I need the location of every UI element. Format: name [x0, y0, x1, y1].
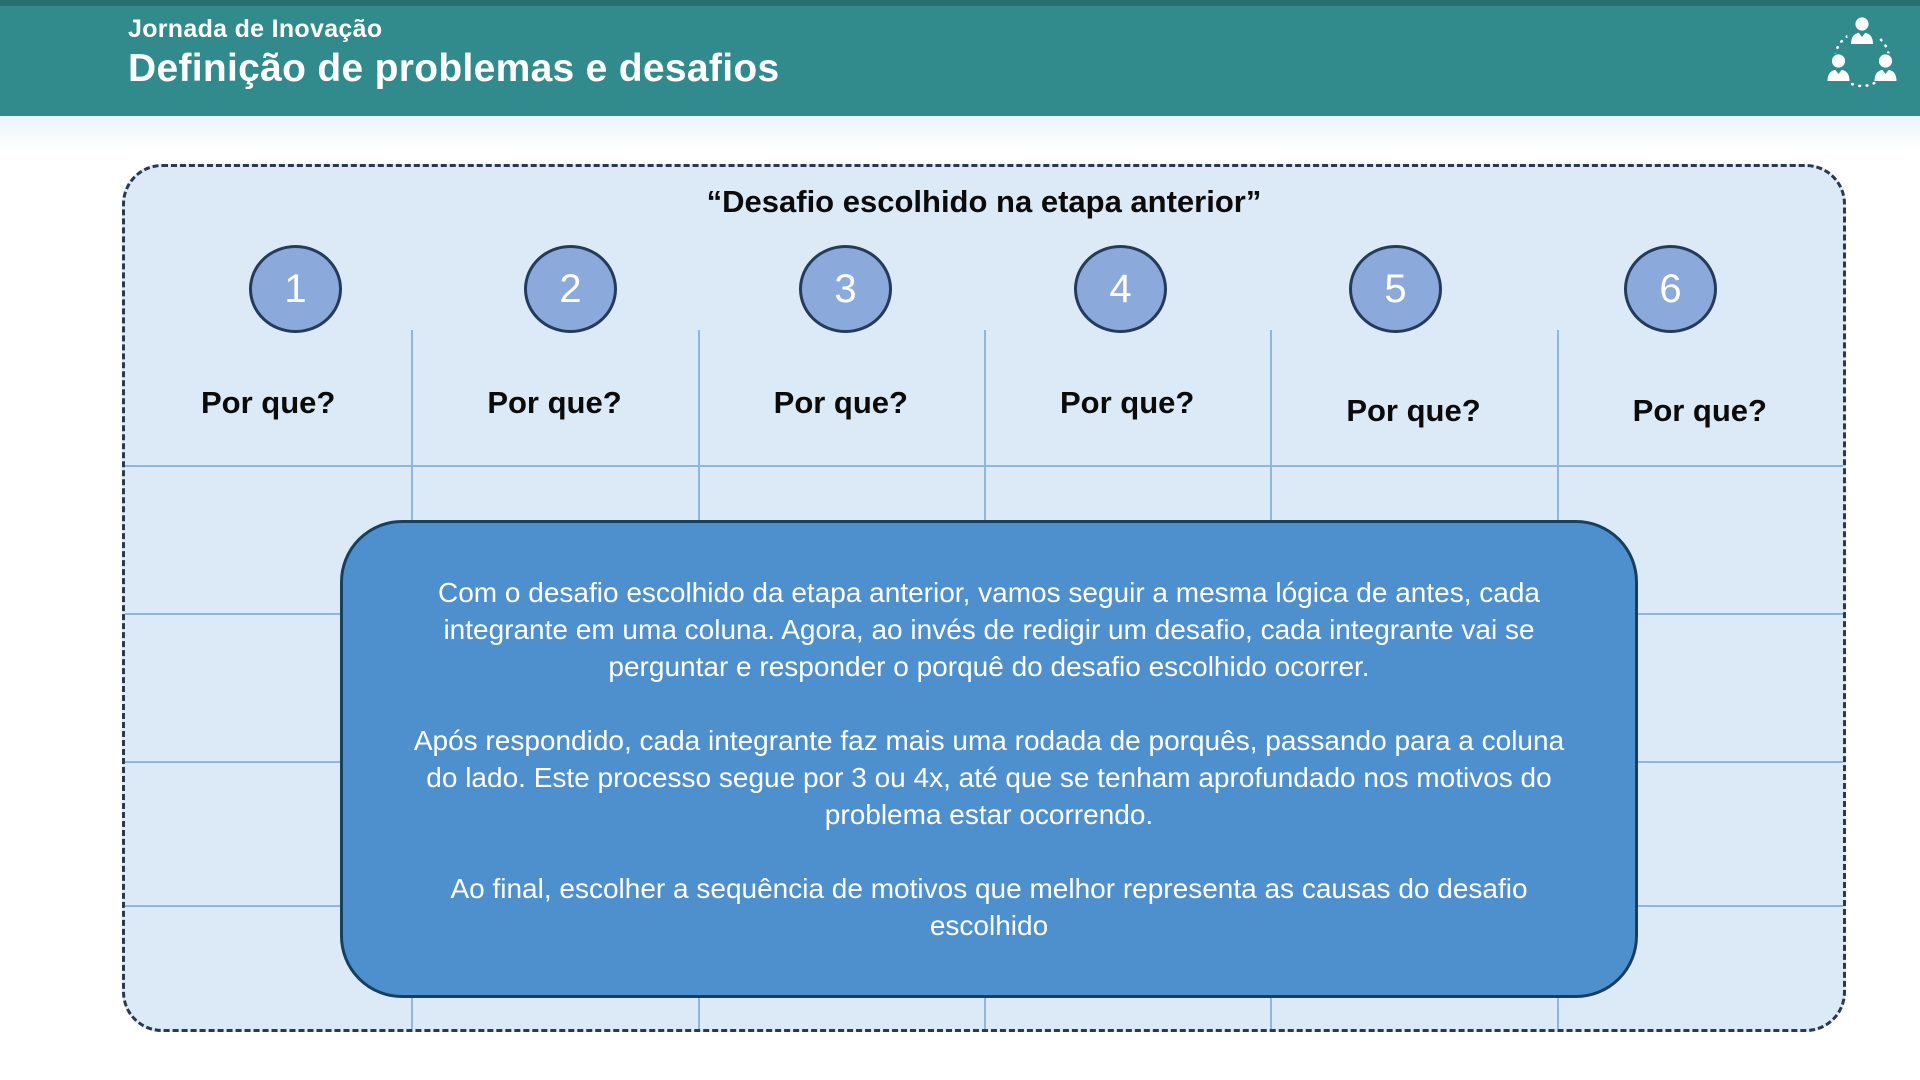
- board-canvas: [125, 167, 1843, 1029]
- step-circle-1: [249, 245, 342, 333]
- board-title: “Desafio escolhido na etapa anterior”: [706, 184, 1262, 219]
- step-number: 2: [559, 267, 582, 311]
- header-bar: [0, 0, 1920, 116]
- step-circle-3: [799, 245, 892, 333]
- row-line: [125, 465, 1843, 467]
- step-number: 3: [834, 267, 857, 311]
- step-circle-5: [1349, 245, 1442, 333]
- why-label-2: Por que?: [487, 385, 622, 420]
- step-number: 1: [284, 267, 307, 311]
- step-circle-6: [1624, 245, 1717, 333]
- callout-paragraph: Após respondido, cada integrante faz mais uma rodada de porquês, passando para a coluna do lado. Este processo segue por 3 ou 4x, até que se tenham aprofundado nos motivos do problema estar ocorrendo.: [413, 725, 1565, 830]
- callout-paragraph: Ao final, escolher a sequência de motivos que melhor representa as causas do desafio escolhido: [450, 873, 1528, 941]
- callout-paragraph: Com o desafio escolhido da etapa anterior, vamos seguir a mesma lógica de antes, cada integrante em uma coluna. Agora, ao invés de redigir um desafio, cada integrante vai se perguntar e responder o porquê do desafio escolhido ocorrer.: [438, 577, 1540, 682]
- header-top-edge: [0, 0, 1920, 6]
- step-circle-2: [524, 245, 617, 333]
- team-icon: [1812, 2, 1912, 106]
- why-label-5: Por que?: [1346, 393, 1481, 428]
- step-number: 6: [1659, 267, 1682, 311]
- instruction-callout: [340, 520, 1638, 998]
- journey-kicker: Jornada de Inovação: [128, 15, 383, 43]
- header-shadow: [0, 116, 1920, 150]
- step-number: 4: [1109, 267, 1132, 311]
- board-panel: [122, 164, 1846, 1032]
- step-circle-4: [1074, 245, 1167, 333]
- why-label-6: Por que?: [1632, 393, 1767, 428]
- why-label-3: Por que?: [773, 385, 908, 420]
- why-label-1: Por que?: [200, 385, 336, 420]
- page-title: Definição de problemas e desafios: [128, 47, 780, 90]
- why-label-4: Por que?: [1059, 385, 1195, 420]
- step-number: 5: [1384, 267, 1407, 311]
